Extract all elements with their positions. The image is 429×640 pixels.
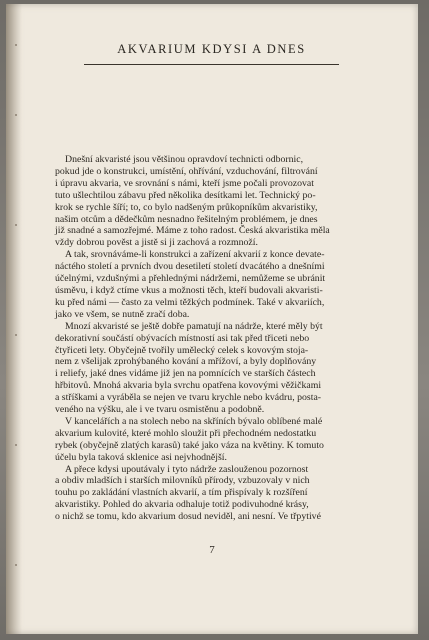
text-line: účelu byla taková sklenice asi nejvhodnější.	[55, 451, 227, 463]
book-page	[6, 4, 418, 634]
text-line: dekorativní součástí obývacích místností asi tak před třiceti nebo	[55, 332, 310, 344]
text-line: rybek (obyčejně zlatých karasů) také jako váza na květiny. K tomuto	[55, 439, 324, 451]
text-line: i úpravu akvaria, ve srovnání s námi, kteří jsme počali provozovat	[55, 177, 314, 189]
running-header: AKVARIUM KDYSI A DNES	[117, 42, 306, 56]
text-line: účelnými, vzdušnými a přehlednými nádržemi, nemůžeme se ubránit	[55, 273, 326, 285]
binding-stitch	[15, 224, 17, 226]
text-line: a obdiv mladších i starších milovníků přírody, vzbuzovaly v nich	[55, 475, 310, 487]
body-text	[55, 154, 375, 523]
text-line: A přece kdysi upoutávaly i tyto nádrže zaslouženou pozornost	[65, 463, 309, 475]
text-line: již snadné a samozřejmé. Máme z toho radost. Česká akvaristika měla	[55, 225, 330, 237]
binding-stitch	[15, 114, 17, 116]
text-line: vždy dobrou pověst a jistě si ji zachová a rozmnoží.	[55, 237, 258, 249]
header-rule	[84, 64, 339, 65]
text-line: pokud jde o konstrukci, umístění, ohřívání, vzduchování, filtrování	[55, 165, 318, 177]
binding-stitch	[15, 564, 17, 566]
text-line: čtyřiceti lety. Obyčejně tvořily umělecký celek s kovovým stoja-	[55, 344, 309, 356]
text-line: o nichž se tomu, kdo akvarium dosud neviděl, ani nesní. Ve třpytivé	[55, 511, 321, 523]
text-line: nem z všelijak zprohýbaného kování a mřížoví, a byly doplňovány	[55, 356, 317, 368]
page-number: 7	[209, 544, 215, 556]
text-line: Mnozí akvaristé se ještě dobře pamatují na nádrže, které měly být	[65, 320, 323, 332]
text-line: náctého století a prvních dvou desetiletí století dvacátého a dnešními	[55, 261, 325, 273]
text-line: úsměvu, i když ctíme vkus a možnosti těch, kteří budovali akvaristi-	[55, 284, 323, 296]
binding-gutter	[6, 4, 22, 634]
text-line: V kancelářích a na stolech nebo na skříních bývalo oblíbené malé	[65, 415, 323, 427]
text-line: veného na výšku, ale i ve tvaru osmistěnu a podobně.	[55, 404, 265, 416]
paragraph	[55, 464, 375, 524]
text-line: krok se rychle šíří; to, co bylo nadšeným průkopníkům akvaristiky,	[55, 201, 318, 213]
binding-stitch	[15, 444, 17, 446]
binding-stitch	[15, 44, 17, 46]
paragraph	[55, 321, 375, 416]
text-line: a stříškami a vyráběla se nejen ve tvaru krychle nebo kvádru, posta-	[55, 392, 322, 404]
text-line: A tak, srovnáváme-li konstrukci a zařízení akvarií z konce devate-	[65, 249, 325, 261]
text-line: hřbitovů. Mnohá akvaria byla svrchu opatřena kovovými věžičkami	[55, 380, 322, 392]
paragraph	[55, 416, 375, 464]
binding-stitch	[15, 334, 17, 336]
text-line: ku před námi — často za velmi těžkých podmínek. Také v akvariích,	[55, 296, 325, 308]
paragraph	[55, 249, 375, 320]
text-line: Dnešní akvaristé jsou většinou opravdoví technicti odbornic,	[65, 154, 304, 165]
text-line: jako ve všem, se nutně zračí doba.	[55, 308, 190, 320]
paragraph	[55, 154, 375, 249]
text-line: touhu po zakládání vlastních akvarií, a tím přispívaly k rozšíření	[55, 487, 308, 499]
text-line: našim otcům a dědečkům nesnadno řešitelným problémem, je dnes	[55, 213, 318, 225]
text-line: akvarium kulovité, které mohlo sloužit při přechodném nedostatku	[55, 427, 317, 439]
text-line: i reliefy, jaké dnes vidáme již jen na pomnících ve starších částech	[55, 368, 316, 380]
text-line: akvaristiky. Pohled do akvaria odhaluje totiž podivuhodné krásy,	[55, 499, 309, 511]
text-line: tuto ušlechtilou zábavu před několika desítkami let. Technický po-	[55, 189, 316, 201]
